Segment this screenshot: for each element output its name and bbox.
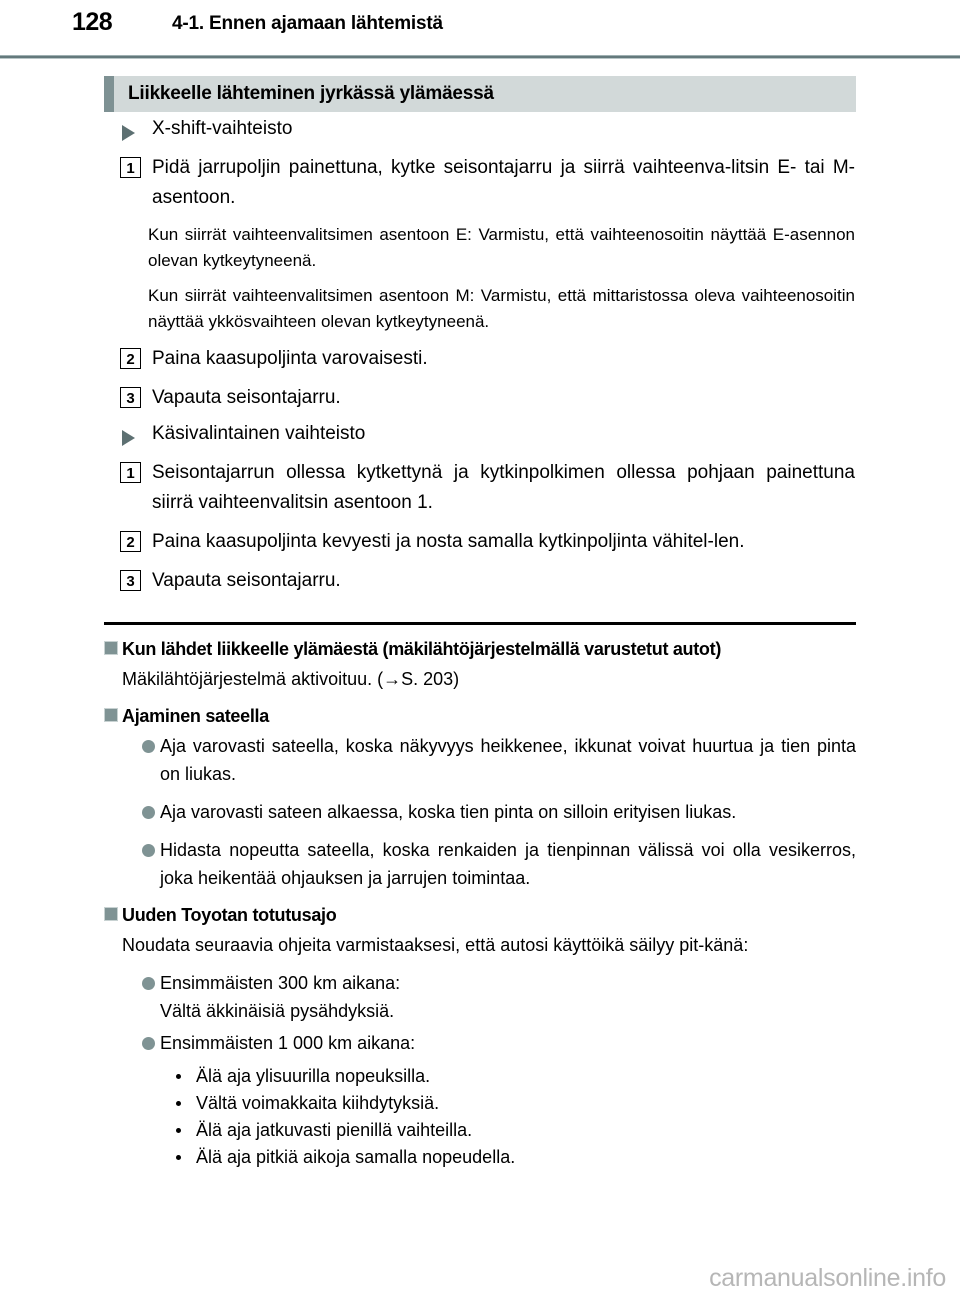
procedure-heading-row [0,118,960,146]
step-text: Vapauta seisontajarru. [152,570,341,591]
sub-bullet-text: Älä aja pitkiä aikoja samalla nopeudella. [196,1147,516,1167]
step-note: Kun siirrät vaihteenvalitsimen asentoon M: Varmistu, että mittaristossa oleva vaihteenosoitin näyttää ykkösvaihteen olevan kytkeytyneenä. [148,286,855,331]
note-body-text: Mäkilähtöjärjestelmä aktivoituu. (→S. 203) [122,669,460,689]
note-heading-row [0,703,960,729]
note-heading-row [0,902,960,928]
note-heading-label: Ajaminen sateella [122,706,269,726]
note-bullet-item [144,969,856,1025]
step-number-badge: 2 [120,348,141,369]
dot-bullet-icon [176,1074,181,1079]
procedure-step [0,527,960,557]
note-bullet-subtext: Vältä äkkinäisiä pysähdyksiä. [160,1001,395,1021]
step-text: Vapauta seisontajarru. [152,387,341,408]
section-title-bar [104,76,856,112]
step-text: Pidä jarrupoljin painettuna, kytke seisontajarru ja siirrä vaihteenva-litsin E- tai M-asentoon. [152,157,855,208]
step-text: Paina kaasupoljinta varovaisesti. [152,348,428,369]
procedure-step [0,458,960,518]
watermark: carmanualsonline.info [709,1264,946,1292]
step-text: Seisontajarrun ollessa kytkettynä ja kytkinpolkimen ollessa pohjaan painettuna siirrä vaihteenvalitsin asentoon 1. [152,462,855,513]
triangle-bullet-icon [122,430,135,446]
procedure-step [0,383,960,413]
section-title: Liikkeelle lähteminen jyrkässä ylämäessä [128,83,494,104]
procedure-heading-label: Käsivalintainen vaihteisto [152,423,366,444]
step-number-badge: 2 [120,531,141,552]
sub-bullet-item [174,1144,960,1171]
sub-bullet-item [174,1117,960,1144]
note-bullet-text: Aja varovasti sateella, koska näkyvyys heikkenee, ikkunat voivat huurtua ja tien pinta on liukas. [160,736,856,784]
section-accent-bar [104,76,114,112]
procedure-step [0,344,960,374]
square-bullet-icon [104,641,118,655]
note-block [0,902,960,1171]
note-bullet-text: Ensimmäisten 1 000 km aikana: [160,1033,416,1053]
step-note: Kun siirrät vaihteenvalitsimen asentoon E: Varmistu, että vaihteenosoitin näyttää E-asennon olevan kytkeytyneenä. [148,225,855,270]
square-bullet-icon [104,708,118,722]
triangle-bullet-icon [122,125,135,141]
note-bullet-item [144,798,856,826]
procedure-block [0,118,960,413]
circle-bullet-icon [142,806,155,819]
step-number-badge: 1 [120,157,141,178]
procedure-content [0,118,960,605]
note-heading-label: Uuden Toyotan totutusajo [122,905,337,925]
dot-bullet-icon [176,1128,181,1133]
notes-section [0,636,960,1171]
procedure-step [0,566,960,596]
note-block [0,703,960,892]
sub-bullet-text: Älä aja jatkuvasti pienillä vaihteilla. [196,1120,473,1140]
step-number-badge: 3 [120,387,141,408]
circle-bullet-icon [142,740,155,753]
circle-bullet-icon [142,977,155,990]
note-bullet-text: Aja varovasti sateen alkaessa, koska tien pinta on silloin erityisen liukas. [160,802,737,822]
sub-bullet-item [174,1090,960,1117]
sub-bullet-text: Vältä voimakkaita kiihdytyksiä. [196,1093,440,1113]
note-heading-label: Kun lähdet liikkeelle ylämäestä (mäkilähtöjärjestelmällä varustetut autot) [122,639,722,659]
page-number: 128 [72,8,113,36]
note-bullet-item [144,836,856,892]
page-header [0,0,960,57]
dot-bullet-icon [176,1155,181,1160]
note-bullet-item [144,1029,856,1057]
note-bullet-text: Ensimmäisten 300 km aikana: [160,973,401,993]
procedure-heading-label: X-shift-vaihteisto [152,118,293,139]
dot-bullet-icon [176,1101,181,1106]
square-bullet-icon [104,907,118,921]
procedure-block [0,423,960,596]
sub-bullet-text: Älä aja ylisuurilla nopeuksilla. [196,1066,431,1086]
notes-divider [104,622,856,625]
step-text: Paina kaasupoljinta kevyesti ja nosta samalla kytkinpoljinta vähitel-len. [152,531,745,552]
circle-bullet-icon [142,844,155,857]
procedure-step [0,153,960,213]
note-bullet-text: Hidasta nopeutta sateella, koska renkaiden ja tienpinnan välissä voi olla vesikerros, joka heikentää ohjauksen ja jarrujen toimintaa. [160,840,856,888]
circle-bullet-icon [142,1037,155,1050]
step-number-badge: 1 [120,462,141,483]
header-divider [0,55,960,59]
note-block [0,636,960,693]
page-header-title: 4-1. Ennen ajamaan lähtemistä [172,13,443,34]
procedure-heading-row [0,423,960,451]
note-body-text: Noudata seuraavia ohjeita varmistaaksesi, että autosi käyttöikä säilyy pit-känä: [122,935,749,955]
step-number-badge: 3 [120,570,141,591]
sub-bullet-item [174,1063,960,1090]
note-bullet-item [144,732,856,788]
note-heading-row [0,636,960,662]
